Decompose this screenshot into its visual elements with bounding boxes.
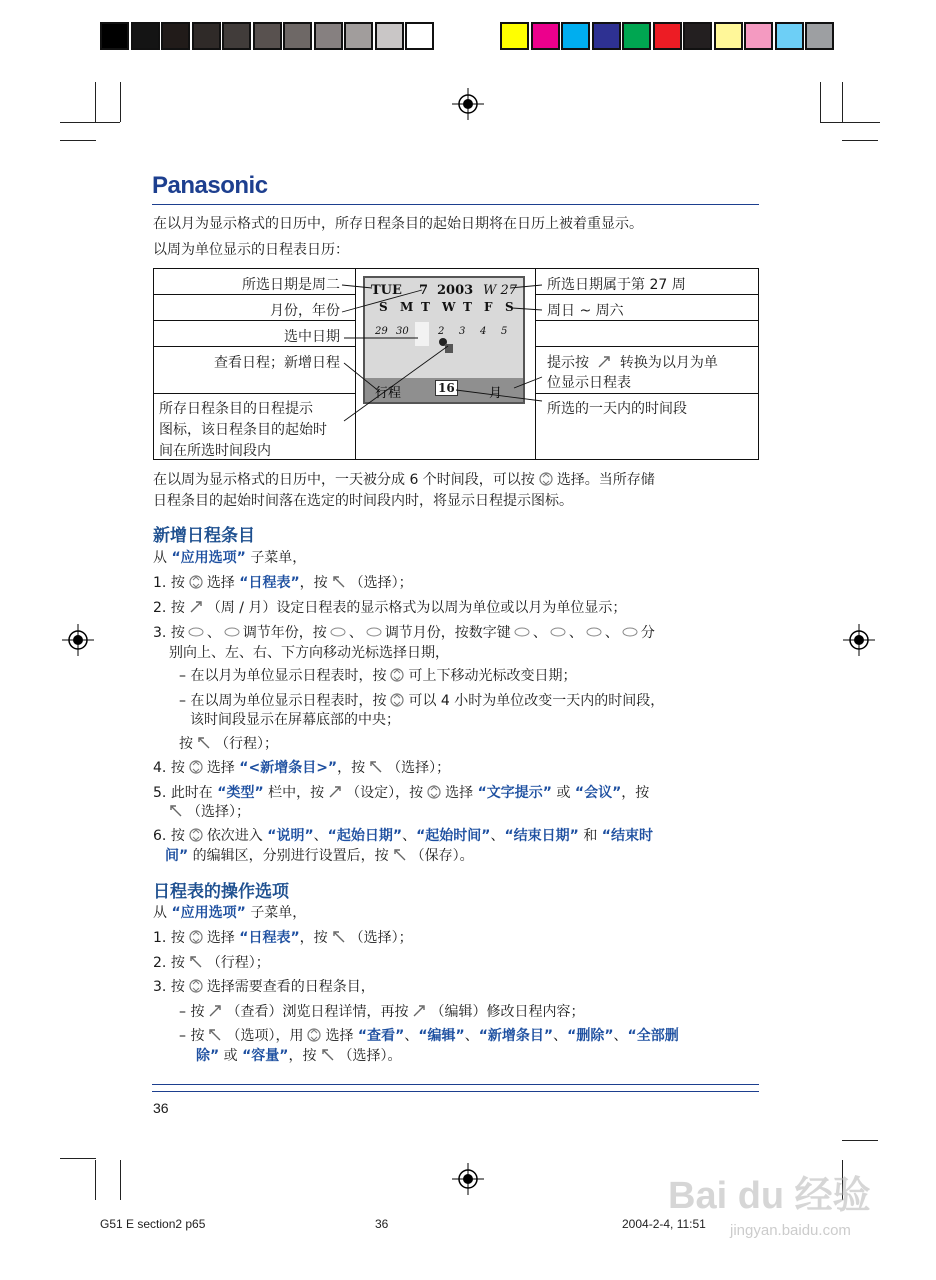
label-sun-sat: 周日 ~ 周六 [547, 303, 624, 319]
s1-step-2: 2. 按 （周 / 月）设定日程表的显示格式为以周为单位或以月为单位显示； [153, 600, 627, 616]
process-swatch [622, 22, 651, 50]
registration-mark-icon [452, 88, 484, 120]
right-softkey-icon [411, 1004, 427, 1018]
s1-step-1: 1. 按 选择 “日程表”，按 （选择）； [153, 575, 413, 591]
left-softkey-icon [392, 848, 408, 862]
s1-step-6-line-2: 间” 的编辑区，分别进行设置后，按 （保存）。 [165, 848, 474, 864]
screen-date: 29 [375, 326, 388, 337]
screen-year: 2003 [437, 283, 474, 298]
footer-rule [152, 1091, 759, 1092]
s1-step-3-sub-2b: 该时间段显示在屏幕底部的中央； [190, 712, 400, 728]
label-week-number: 所选日期属于第 27 周 [547, 277, 686, 293]
grey-swatch [405, 22, 434, 50]
screen-day: TUE [371, 283, 402, 298]
screen-date: 4 [480, 326, 487, 337]
left-softkey-icon [368, 760, 384, 774]
label-view-add: 查看日程；新增日程 [214, 355, 340, 371]
key-hash-icon [366, 625, 382, 639]
weekly-desc-line-2: 日程条目的起始时间落在选定的时间段内时，将显示日程提示图标。 [153, 493, 573, 509]
right-softkey-icon [207, 1004, 223, 1018]
grey-swatch [100, 22, 129, 50]
left-softkey-icon [196, 736, 212, 750]
key-3-icon [224, 625, 240, 639]
softkey-right[interactable]: 月 [489, 386, 503, 401]
softkey-left[interactable]: 行程 [375, 386, 402, 401]
process-swatch [500, 22, 529, 50]
grey-swatch [375, 22, 404, 50]
footer-date: 2004-2-4, 11:51 [622, 1217, 706, 1231]
softkey-mid: 16 [435, 380, 458, 396]
process-swatch [805, 22, 834, 50]
crop-mark [60, 122, 120, 123]
s1-step-3: 3. 按 、 调节年份，按 、 调节月份，按数字键 、 、 、 分 [153, 625, 655, 641]
nav-key-icon [188, 828, 204, 842]
s1-step-3-sub-2: – 在以周为单位显示日程表时，按 可以 4 小时为单位改变一天内的时间段， [179, 693, 665, 709]
crop-mark [842, 140, 878, 141]
screen-weekday: S [505, 300, 514, 314]
nav-key-icon [188, 930, 204, 944]
screen-weekday: F [484, 300, 493, 314]
label-time-slot: 所选的一天内的时间段 [547, 401, 687, 417]
intro-line-1: 在以月为显示格式的日历中，所存日程条目的起始日期将在日历上被着重显示。 [153, 216, 643, 232]
diagram-cell [535, 320, 759, 347]
screen-date: 2 [438, 326, 445, 337]
s1-step-3-sub-3: 按 （行程）； [179, 736, 278, 752]
process-swatch [744, 22, 773, 50]
grey-swatch [222, 22, 251, 50]
crop-mark [842, 1140, 878, 1141]
key-star-icon [330, 625, 346, 639]
screen-weekday: S [379, 300, 388, 314]
screen-date: 3 [459, 326, 466, 337]
label-note-3: 间在所选时间段内 [159, 443, 271, 459]
left-softkey-icon [320, 1048, 336, 1062]
weekly-desc-line-1 [153, 470, 655, 491]
grey-swatch [131, 22, 160, 50]
right-softkey-icon [188, 600, 204, 614]
screen-week: W 27 [483, 283, 518, 298]
nav-key-icon [188, 575, 204, 589]
nav-key-icon [188, 979, 204, 993]
screen-weekday: M [400, 300, 414, 314]
intro-line-2: 以周为单位显示的日程表日历： [153, 242, 349, 258]
weekly-text: 选择。当所存储 [556, 472, 655, 488]
crop-mark [120, 1160, 121, 1200]
grey-swatch [314, 22, 343, 50]
label-note-1: 所存日程条目的日程提示 [159, 401, 313, 417]
crop-mark [60, 140, 96, 141]
label-note-2: 图标，该日程条目的起始时 [159, 422, 327, 438]
process-swatch [531, 22, 560, 50]
page-number: 36 [153, 1100, 169, 1116]
right-softkey-icon [327, 785, 343, 799]
hint-text-b: 转换为以月为单 [619, 355, 718, 371]
s1-step-4: 4. 按 选择 “<新增条目>”，按 （选择）； [153, 760, 451, 776]
crop-mark [120, 82, 121, 122]
nav-key-icon [389, 693, 405, 707]
label-hint-2: 位显示日程表 [547, 375, 631, 391]
screen-weekday: T [463, 300, 472, 314]
process-swatch [714, 22, 743, 50]
crop-mark [820, 82, 821, 122]
crop-mark [842, 82, 843, 122]
footer-file: G51 E section2 p65 [100, 1217, 206, 1231]
screen-weekday: W [442, 300, 456, 314]
registration-mark-icon [843, 624, 875, 656]
watermark-url: jingyan.baidu.com [730, 1222, 851, 1239]
key-1-icon [188, 625, 204, 639]
nav-key-icon [188, 760, 204, 774]
left-softkey-icon [331, 930, 347, 944]
left-softkey-icon [188, 955, 204, 969]
label-hint [547, 352, 718, 372]
right-softkey-icon [596, 355, 612, 369]
label-month-year: 月份，年份 [270, 303, 340, 319]
footer-rule [152, 1084, 759, 1085]
s1-step-3-sub-1: – 在以月为单位显示日程表时，按 可上下移动光标改变日期； [179, 668, 577, 684]
section-title-options: 日程表的操作选项 [153, 882, 289, 902]
grey-swatch [253, 22, 282, 50]
brand-logo: Panasonic [152, 172, 268, 199]
process-swatch [775, 22, 804, 50]
screen-month: 7 [419, 283, 429, 298]
crop-mark [95, 82, 96, 122]
left-softkey-icon [168, 804, 184, 818]
registration-mark-icon [62, 624, 94, 656]
s1-step-3-line-2: 别向上、左、右、下方向移动光标选择日期， [169, 645, 449, 661]
nav-key-icon [389, 668, 405, 682]
weekly-text: 在以周为显示格式的日历中，一天被分成 6 个时间段，可以按 [153, 472, 535, 488]
s2-step-3-sub-2: – 按 （选项），用 选择 “查看”、“编辑”、“新增条目”、“删除”、“全部删 [179, 1028, 679, 1044]
grey-swatch [161, 22, 190, 50]
s2-step-1: 1. 按 选择 “日程表”，按 （选择）； [153, 930, 413, 946]
label-selected-date: 选中日期 [284, 329, 340, 345]
s2-step-3-sub-2-line-2: 除” 或 “容量”，按 （选择）。 [196, 1048, 402, 1064]
diagram-leader-lines [330, 268, 560, 428]
nav-key-icon [426, 785, 442, 799]
footer-page: 36 [375, 1217, 389, 1231]
label-selected-day: 所选日期是周二 [242, 277, 340, 293]
key-8-icon [622, 625, 638, 639]
grey-swatch [283, 22, 312, 50]
s2-step-2: 2. 按 （行程）； [153, 955, 270, 971]
grey-swatch [344, 22, 373, 50]
hint-text-a: 提示按 [547, 355, 589, 371]
left-softkey-icon [331, 575, 347, 589]
screen-date: 30 [396, 326, 409, 337]
grey-swatch [192, 22, 221, 50]
nav-key-icon [306, 1028, 322, 1042]
left-softkey-icon [207, 1028, 223, 1042]
key-2-icon [514, 625, 530, 639]
s2-step-3: 3. 按 选择需要查看的日程条目， [153, 979, 375, 995]
s1-step-6: 6. 按 依次进入 “说明”、“起始日期”、“起始时间”、“结束日期” 和 “结束时 [153, 828, 653, 844]
s2-from: 从 “应用选项” 子菜单， [153, 905, 307, 921]
screen-weekday: T [421, 300, 430, 314]
process-swatch [561, 22, 590, 50]
section-title-add-entry: 新增日程条目 [153, 526, 255, 546]
header-rule [152, 204, 759, 205]
registration-mark-icon [452, 1163, 484, 1195]
screen-date: 5 [501, 326, 508, 337]
process-swatch [592, 22, 621, 50]
process-swatch [683, 22, 712, 50]
key-6-icon [586, 625, 602, 639]
process-swatch [653, 22, 682, 50]
crop-mark [60, 1158, 96, 1159]
s1-from: 从 “应用选项” 子菜单， [153, 550, 307, 566]
nav-key-icon [538, 472, 554, 486]
key-4-icon [550, 625, 566, 639]
s2-step-3-sub-1: – 按 （查看）浏览日程详情，再按 （编辑）修改日程内容； [179, 1004, 585, 1020]
crop-mark [820, 122, 880, 123]
crop-mark [95, 1160, 96, 1200]
s1-step-5: 5. 此时在 “类型” 栏中，按 （设定），按 选择 “文字提示” 或 “会议”，按 [153, 785, 650, 801]
s1-step-5-line-2: （选择）； [165, 802, 250, 823]
watermark-brand: Bai du 经验 [668, 1175, 871, 1217]
